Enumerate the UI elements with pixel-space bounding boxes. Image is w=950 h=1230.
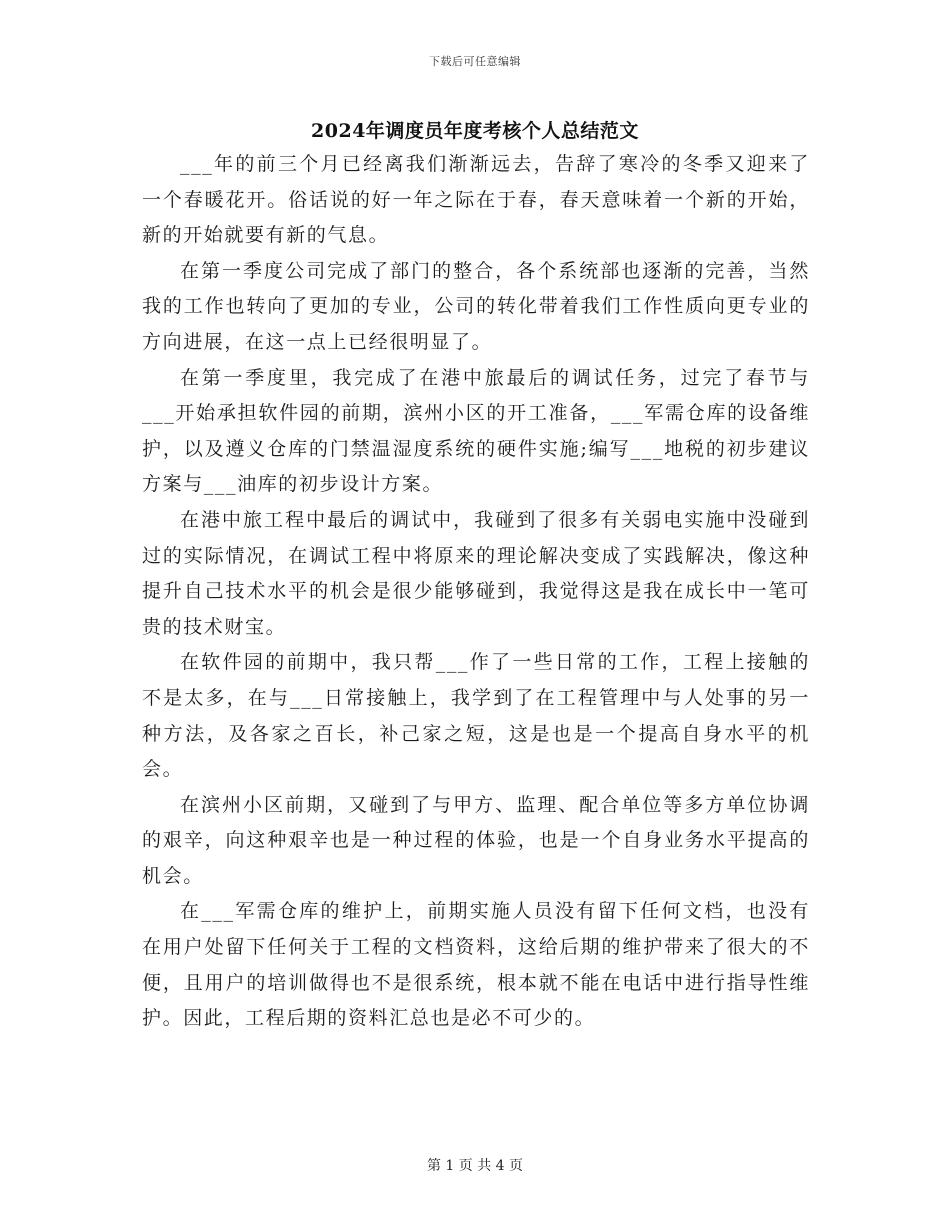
document-title: 2024年调度员年度考核个人总结范文 [311, 120, 639, 142]
paragraph: 在软件园的前期中，我只帮___作了一些日常的工作，工程上接触的不是太多，在与___日常接触上，我学到了在工程管理中与人处事的另一种方法，及各家之百长，补己家之短，这是也是一个提高自身水平的机会。 [142, 651, 810, 781]
paragraph: 在港中旅工程中最后的调试中，我碰到了很多有关弱电实施中没碰到过的实际情况，在调试工程中将原来的理论解决变成了实践解决，像这种提升自己技术水平的机会是很少能够碰到，我觉得这是我在成长中一笔可贵的技术财宝。 [142, 508, 810, 638]
paragraph: ___年的前三个月已经离我们渐渐远去，告辞了寒冷的冬季又迎来了一个春暖花开。俗话说的好一年之际在于春，春天意味着一个新的开始，新的开始就要有新的气息。 [142, 153, 810, 247]
paragraph: 在第一季度里，我完成了在港中旅最后的调试任务，过完了春节与___开始承担软件园的前期，滨州小区的开工准备，___军需仓库的设备维护，以及遵义仓库的门禁温湿度系统的硬件实施;编写___地税的初步建议方案与___油库的初步设计方案。 [142, 366, 810, 496]
paragraph: 在___军需仓库的维护上，前期实施人员没有留下任何文档，也没有在用户处留下任何关于工程的文档资料，这给后期的维护带来了很大的不便，且用户的培训做得也不是很系统，根本就不能在电话中进行指导性维护。因此，工程后期的资料汇总也是必不可少的。 [142, 900, 810, 1030]
page-footer: 第 1 页 共 4 页 [426, 1158, 524, 1174]
paragraph: 在滨州小区前期，又碰到了与甲方、监理、配合单位等多方单位协调的艰辛，向这种艰辛也是一种过程的体验，也是一个自身业务水平提高的机会。 [142, 793, 810, 887]
paragraph: 在第一季度公司完成了部门的整合，各个系统部也逐渐的完善，当然我的工作也转向了更加的专业，公司的转化带着我们工作性质向更专业的方向进展，在这一点上已经很明显了。 [142, 259, 810, 353]
header-note: 下载后可任意编辑 [429, 55, 521, 68]
document-body [142, 147, 810, 1037]
